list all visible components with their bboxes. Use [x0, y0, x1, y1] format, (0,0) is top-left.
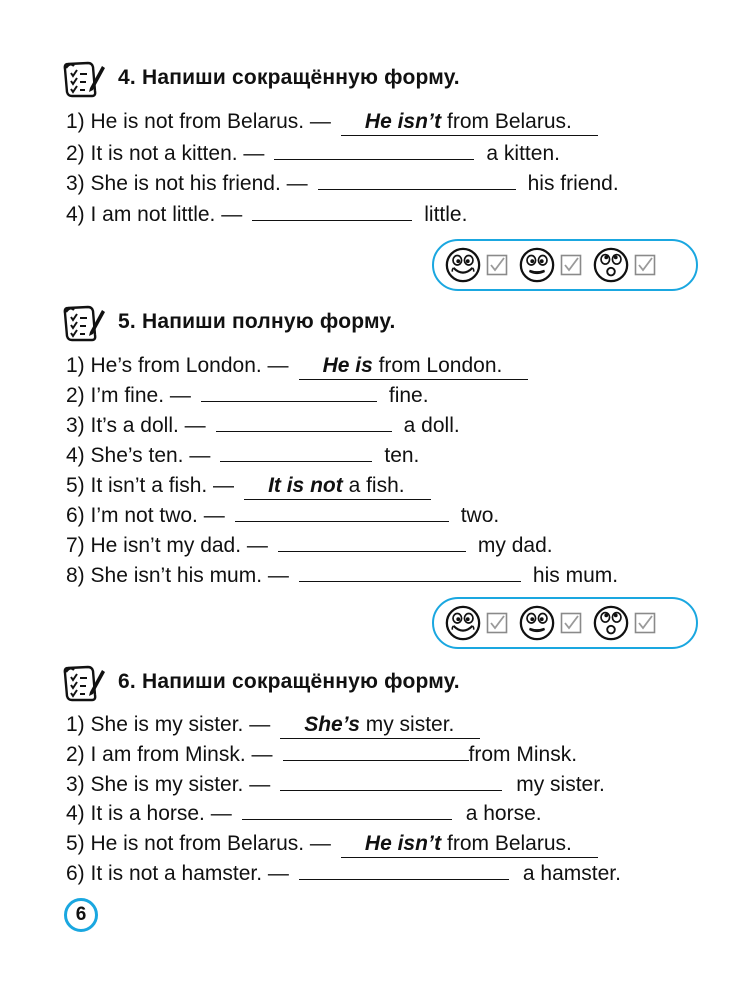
row-suffix: ten. [384, 444, 420, 467]
answer-blank[interactable] [283, 740, 469, 761]
pencil-checklist-icon [60, 58, 106, 98]
section-4-header [60, 58, 460, 98]
row-prompt: 4) It is a horse. — [66, 802, 232, 825]
row-prompt: 6) It is not a hamster. — [66, 862, 289, 885]
exercise-row [66, 770, 605, 800]
checkbox-icon[interactable] [560, 612, 582, 634]
answer-blank[interactable] [299, 859, 509, 880]
answer-blank[interactable] [242, 799, 452, 820]
row-prompt: 3) It’s a doll. — [66, 414, 206, 437]
answer-blank[interactable] [274, 139, 474, 160]
exercise-row [66, 740, 577, 770]
answer-blank[interactable] [318, 169, 516, 190]
exercise-row [66, 561, 618, 591]
rating-option[interactable] [444, 246, 508, 284]
filled-answer[interactable] [299, 353, 529, 380]
answer-bold: He isn’t [364, 832, 442, 855]
row-suffix: a kitten. [486, 142, 560, 165]
exercise-row [66, 799, 542, 829]
answer-blank[interactable] [220, 441, 372, 462]
exercise-row [66, 381, 429, 411]
answer-blank[interactable] [252, 200, 412, 221]
row-prompt: 2) I’m fine. — [66, 384, 191, 407]
answer-rest: from London. [372, 354, 503, 377]
answer-blank[interactable] [299, 561, 521, 582]
exercise-row [66, 139, 560, 169]
page-number: 6 [64, 898, 98, 932]
exercise-row [66, 351, 528, 381]
checkbox-icon[interactable] [486, 612, 508, 634]
answer-bold: It is not [268, 474, 343, 497]
row-prompt: 1) She is my sister. — [66, 713, 271, 736]
row-suffix: a hamster. [522, 862, 621, 885]
row-suffix: little. [424, 203, 468, 226]
row-prompt: 7) He isn’t my dad. — [66, 534, 268, 557]
rating-option[interactable] [518, 246, 582, 284]
row-suffix: his friend. [527, 172, 619, 195]
answer-rest: from Belarus. [441, 832, 572, 855]
answer-bold: She’s [304, 713, 360, 736]
exercise-row [66, 107, 598, 137]
row-suffix: two. [460, 504, 500, 527]
exercise-row [66, 710, 480, 740]
row-suffix: a doll. [403, 414, 460, 437]
smiling-face-icon [444, 246, 482, 284]
self-assessment-panel [432, 239, 698, 291]
row-prompt: 6) I’m not two. — [66, 504, 225, 527]
row-prompt: 5) It isn’t a fish. — [66, 474, 235, 497]
row-prompt: 1) He is not from Belarus. — [66, 110, 331, 133]
exercise-row [66, 471, 431, 501]
exercise-row [66, 441, 419, 471]
row-prompt: 1) He’s from London. — [66, 354, 289, 377]
exercise-row [66, 501, 499, 531]
row-suffix: my sister. [516, 773, 605, 796]
rating-option[interactable] [444, 604, 508, 642]
exercise-row [66, 200, 467, 230]
answer-rest: my sister. [359, 713, 455, 736]
row-prompt: 3) She is my sister. — [66, 773, 271, 796]
section-title: 5. Напиши полную форму. [118, 310, 396, 333]
filled-answer[interactable] [244, 473, 431, 500]
checkbox-icon[interactable] [634, 612, 656, 634]
exercise-row [66, 829, 598, 859]
section-5-header [60, 302, 396, 342]
row-prompt: 8) She isn’t his mum. — [66, 564, 289, 587]
section-title: 4. Напиши сокращённую форму. [118, 66, 460, 89]
row-prompt: 3) She is not his friend. — [66, 172, 308, 195]
exercise-row [66, 169, 619, 199]
answer-bold: He is [322, 354, 373, 377]
answer-rest: from Belarus. [441, 110, 572, 133]
answer-blank[interactable] [216, 411, 392, 432]
checkbox-icon[interactable] [560, 254, 582, 276]
filled-answer[interactable] [280, 712, 480, 739]
row-prompt: 2) It is not a kitten. — [66, 142, 265, 165]
row-suffix: fine. [388, 384, 429, 407]
row-suffix: a horse. [465, 802, 542, 825]
neutral-face-icon [518, 604, 556, 642]
row-suffix: from Minsk. [468, 743, 578, 766]
row-prompt: 5) He is not from Belarus. — [66, 832, 331, 855]
row-prompt: 2) I am from Minsk. — [66, 743, 273, 766]
exercise-row [66, 411, 460, 441]
section-title: 6. Напиши сокращённую форму. [118, 670, 460, 693]
worried-face-icon [592, 604, 630, 642]
answer-rest: a fish. [342, 474, 405, 497]
section-6-header [60, 662, 460, 702]
rating-option[interactable] [592, 604, 656, 642]
answer-blank[interactable] [235, 501, 449, 522]
rating-option[interactable] [518, 604, 582, 642]
exercise-row [66, 859, 621, 889]
rating-option[interactable] [592, 246, 656, 284]
answer-blank[interactable] [201, 381, 377, 402]
answer-blank[interactable] [278, 531, 466, 552]
answer-bold: He isn’t [364, 110, 442, 133]
exercise-row [66, 531, 553, 561]
row-prompt: 4) I am not little. — [66, 203, 243, 226]
checkbox-icon[interactable] [486, 254, 508, 276]
smiling-face-icon [444, 604, 482, 642]
pencil-checklist-icon [60, 662, 106, 702]
answer-blank[interactable] [280, 770, 502, 791]
filled-answer[interactable] [341, 831, 598, 858]
row-suffix: my dad. [477, 534, 553, 557]
checkbox-icon[interactable] [634, 254, 656, 276]
row-suffix: his mum. [532, 564, 619, 587]
worried-face-icon [592, 246, 630, 284]
self-assessment-panel [432, 597, 698, 649]
pencil-checklist-icon [60, 302, 106, 342]
filled-answer[interactable] [341, 109, 598, 136]
neutral-face-icon [518, 246, 556, 284]
row-prompt: 4) She’s ten. — [66, 444, 211, 467]
